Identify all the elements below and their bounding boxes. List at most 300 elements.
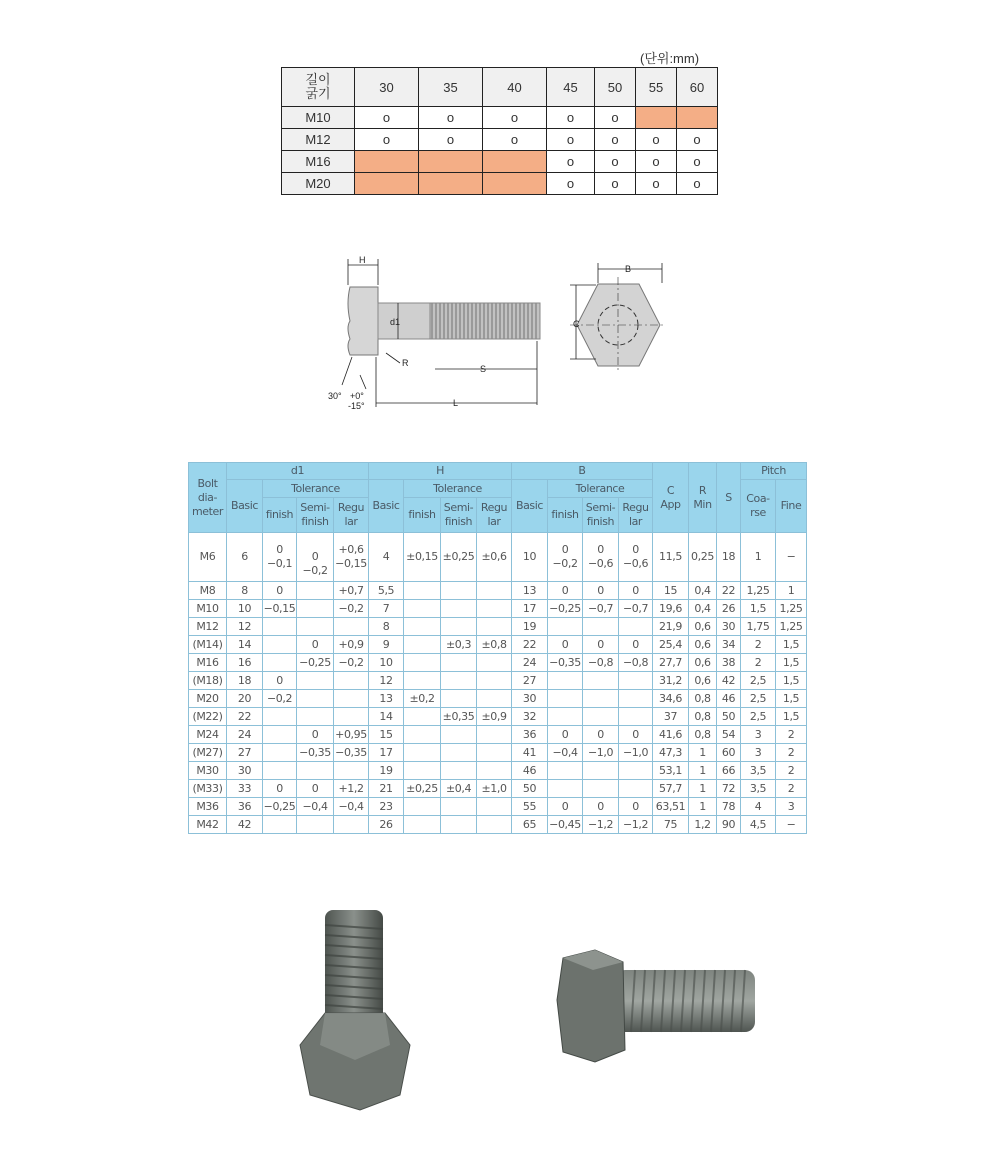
spec-cell: 20 [227,690,263,708]
spec-cell: 0,6 [689,654,717,672]
spec-cell: 0 −0,6 [619,533,653,582]
spec-cell: ±0,9 [477,708,512,726]
spec-cell: 32 [512,708,548,726]
spec-cell: 41 [512,744,548,762]
spec-cell: 15 [653,582,689,600]
availability-cell: o [419,107,483,129]
header-h-finish: finish [404,498,441,533]
spec-cell: ±0,15 [404,533,441,582]
header-b-basic: Basic [512,480,548,533]
spec-cell: 0 −0,1 [263,533,297,582]
availability-cell: o [547,173,595,195]
header-d1-finish: finish [263,498,297,533]
spec-cell: 0,8 [689,708,717,726]
spec-cell: −0,2 [263,690,297,708]
spec-cell: −0,25 [263,798,297,816]
spec-cell: −0,4 [334,798,369,816]
spec-cell: 0 −0,6 [583,533,619,582]
spec-cell [404,582,441,600]
spec-cell: 13 [369,690,404,708]
spec-cell [404,672,441,690]
spec-cell: 0,8 [689,690,717,708]
spec-cell: 75 [653,816,689,834]
header-b-regular: Regu lar [619,498,653,533]
bolt-size-cell: M20 [189,690,227,708]
spec-cell: 0 [583,636,619,654]
spec-cell [334,672,369,690]
bolt-size-cell: M6 [189,533,227,582]
spec-cell: 10 [369,654,404,672]
spec-cell [583,690,619,708]
spec-cell: 53,1 [653,762,689,780]
bolt-size-cell: (M14) [189,636,227,654]
spec-cell [297,582,334,600]
spec-cell: 0,6 [689,672,717,690]
spec-cell: 12 [227,618,263,636]
table-row [189,582,807,600]
spec-cell: 42 [717,672,741,690]
table-row [189,654,807,672]
spec-cell: 21 [369,780,404,798]
availability-cell: o [636,129,677,151]
spec-cell: 1,2 [689,816,717,834]
spec-cell [548,708,583,726]
spec-cell: 78 [717,798,741,816]
spec-cell: 1,5 [741,600,776,618]
header-pitch: Pitch [741,463,807,480]
spec-cell: 30 [717,618,741,636]
spec-cell: −0,25 [297,654,334,672]
unavailable-cell [483,173,547,195]
spec-cell: 7 [369,600,404,618]
availability-cell: o [483,129,547,151]
label-R: R [402,358,409,368]
size-availability-table [281,67,718,195]
spec-cell [441,726,477,744]
bolt-size-cell: (M33) [189,780,227,798]
spec-cell: 55 [512,798,548,816]
table-row [189,636,807,654]
spec-cell [441,690,477,708]
availability-cell: o [636,173,677,195]
spec-cell [404,744,441,762]
spec-cell [404,654,441,672]
spec-cell: 8 [369,618,404,636]
spec-cell: 22 [227,708,263,726]
spec-cell: 14 [227,636,263,654]
length-header: 45 [547,68,595,107]
spec-cell: 0,6 [689,618,717,636]
spec-cell [297,816,334,834]
spec-cell: 19 [512,618,548,636]
spec-cell: 0 [548,726,583,744]
spec-cell [548,780,583,798]
bolt-size-cell: M8 [189,582,227,600]
spec-cell: +0,95 [334,726,369,744]
spec-cell: 3 [741,744,776,762]
spec-cell: 0 [619,582,653,600]
length-header: 50 [595,68,636,107]
label-L: L [453,398,459,408]
spec-cell [263,636,297,654]
spec-cell: 18 [717,533,741,582]
spec-cell [477,798,512,816]
spec-cell [263,708,297,726]
header-d1: d1 [227,463,369,480]
availability-cell: o [595,151,636,173]
bolt-head-view [570,263,666,373]
spec-cell: 3,5 [741,762,776,780]
spec-cell [263,744,297,762]
header-h-semi-finish: Semi- finish [441,498,477,533]
spec-cell: 2 [776,762,807,780]
spec-cell [548,618,583,636]
spec-cell: 63,51 [653,798,689,816]
spec-cell [583,672,619,690]
header-c-app: C App [653,463,689,533]
bolt-size-cell: (M22) [189,708,227,726]
length-header: 40 [483,68,547,107]
spec-cell: −0,15 [263,600,297,618]
spec-cell [404,600,441,618]
size-label: M20 [282,173,355,195]
spec-cell: −0,4 [297,798,334,816]
bolt-spec-table [188,462,807,834]
spec-cell: ±0,6 [477,533,512,582]
spec-cell: 15 [369,726,404,744]
spec-cell: −1,0 [619,744,653,762]
spec-cell: −0,7 [583,600,619,618]
spec-cell: ±0,8 [477,636,512,654]
unavailable-cell [419,151,483,173]
bolt-size-cell: M36 [189,798,227,816]
size-label: M12 [282,129,355,151]
spec-cell: −0,8 [619,654,653,672]
spec-cell: 12 [369,672,404,690]
spec-cell [334,690,369,708]
spec-cell: 50 [717,708,741,726]
spec-cell: 2 [741,636,776,654]
spec-cell: 2,5 [741,690,776,708]
spec-cell: 2 [776,744,807,762]
spec-cell: 1,5 [776,672,807,690]
spec-cell [404,816,441,834]
spec-cell [297,600,334,618]
header-coarse: Coa- rse [741,480,776,533]
spec-cell: 17 [369,744,404,762]
spec-cell: 2 [776,726,807,744]
spec-cell [297,762,334,780]
unavailable-cell [636,107,677,129]
spec-cell [263,816,297,834]
spec-cell: 4 [369,533,404,582]
label-S: S [480,364,487,374]
spec-cell [441,600,477,618]
spec-cell: +0,9 [334,636,369,654]
spec-cell: 0,4 [689,600,717,618]
spec-cell: 25,4 [653,636,689,654]
header-B: B [512,463,653,480]
spec-cell: 54 [717,726,741,744]
header-b-tolerance: Tolerance [548,480,653,498]
table-row [189,600,807,618]
spec-cell [404,708,441,726]
spec-cell: 16 [227,654,263,672]
spec-cell: 36 [227,798,263,816]
spec-cell: 33 [227,780,263,798]
spec-cell: − [776,533,807,582]
spec-cell [404,618,441,636]
header-bolt-diameter: Bolt dia- meter [189,463,227,533]
spec-cell: 41,6 [653,726,689,744]
bolt-size-cell: M42 [189,816,227,834]
spec-cell: 42 [227,816,263,834]
spec-cell: −0,35 [334,744,369,762]
spec-cell: 37 [653,708,689,726]
spec-cell: 27 [227,744,263,762]
table-row [189,708,807,726]
spec-cell: 1,75 [741,618,776,636]
spec-cell: 14 [369,708,404,726]
length-label: 길이 [305,72,331,87]
bolt-size-cell: M30 [189,762,227,780]
spec-cell: 24 [227,726,263,744]
unavailable-cell [355,151,419,173]
unavailable-cell [419,173,483,195]
spec-cell: 27 [512,672,548,690]
table-row [189,780,807,798]
size-row [282,173,718,195]
availability-cell: o [547,129,595,151]
spec-cell: 57,7 [653,780,689,798]
spec-cell: −1,2 [619,816,653,834]
spec-cell: 3,5 [741,780,776,798]
spec-cell: ±1,0 [477,780,512,798]
label-tol-minus: -15° [348,401,365,411]
spec-cell [297,672,334,690]
spec-cell [334,816,369,834]
spec-cell: ±0,2 [404,690,441,708]
size-row [282,129,718,151]
spec-cell: 13 [512,582,548,600]
spec-cell: 26 [717,600,741,618]
spec-cell: 0,6 [689,636,717,654]
spec-cell [263,762,297,780]
spec-cell: −0,2 [334,600,369,618]
spec-cell: 0 [548,582,583,600]
spec-cell: 5,5 [369,582,404,600]
size-row [282,107,718,129]
bolt-size-cell: M10 [189,600,227,618]
spec-cell [263,654,297,672]
header-d1-tolerance: Tolerance [263,480,369,498]
spec-cell [297,618,334,636]
spec-cell: 1,5 [776,654,807,672]
availability-cell: o [355,129,419,151]
spec-cell: 0 [297,780,334,798]
availability-cell: o [677,173,718,195]
unavailable-cell [677,107,718,129]
spec-cell [334,708,369,726]
spec-cell: ±0,4 [441,780,477,798]
spec-cell: −0,25 [548,600,583,618]
spec-cell: 0 [583,798,619,816]
spec-cell: 0 [619,636,653,654]
spec-cell: 2,5 [741,672,776,690]
spec-cell: 0 [583,726,619,744]
spec-cell: +0,7 [334,582,369,600]
spec-cell [404,798,441,816]
spec-cell: 0 [263,582,297,600]
size-label: M16 [282,151,355,173]
spec-cell: 90 [717,816,741,834]
length-header: 35 [419,68,483,107]
spec-cell [583,708,619,726]
table-row [189,798,807,816]
spec-cell: 22 [717,582,741,600]
availability-cell: o [595,107,636,129]
label-angle: 30° [328,391,342,401]
spec-cell: 65 [512,816,548,834]
spec-cell: 30 [512,690,548,708]
spec-cell: 3 [776,798,807,816]
spec-cell: 2,5 [741,708,776,726]
spec-cell: 0 −0,2 [297,533,334,582]
spec-cell: 0 [297,636,334,654]
table-row [189,762,807,780]
header-d1-regular: Regu lar [334,498,369,533]
spec-cell: 23 [369,798,404,816]
spec-cell: 38 [717,654,741,672]
spec-cell [477,618,512,636]
label-C: C [573,319,580,329]
spec-cell [619,762,653,780]
spec-cell [477,762,512,780]
spec-cell: 4 [741,798,776,816]
spec-cell [619,780,653,798]
availability-cell: o [547,151,595,173]
spec-cell [583,762,619,780]
spec-cell [619,672,653,690]
table-row [189,533,807,582]
size-row [282,151,718,173]
spec-cell [441,672,477,690]
spec-cell: 72 [717,780,741,798]
bolt-size-cell: M16 [189,654,227,672]
availability-cell: o [547,107,595,129]
spec-cell [297,690,334,708]
availability-cell: o [677,151,718,173]
spec-cell: 10 [512,533,548,582]
spec-cell: −0,35 [548,654,583,672]
spec-cell: 2 [776,780,807,798]
spec-cell: 1,25 [776,618,807,636]
header-d1-basic: Basic [227,480,263,533]
spec-cell [548,690,583,708]
spec-cell: 0,4 [689,582,717,600]
availability-cell: o [483,107,547,129]
spec-cell [619,708,653,726]
availability-cell: o [419,129,483,151]
header-h-basic: Basic [369,480,404,533]
spec-cell: 10 [227,600,263,618]
spec-cell: ±0,3 [441,636,477,654]
spec-cell: 0 [548,636,583,654]
spec-cell: 0 [619,726,653,744]
spec-cell: −1,0 [583,744,619,762]
table-row [189,744,807,762]
table-row [189,618,807,636]
spec-cell: 6 [227,533,263,582]
header-fine: Fine [776,480,807,533]
spec-cell: 1,25 [776,600,807,618]
spec-cell: 1 [741,533,776,582]
header-r-min: R Min [689,463,717,533]
availability-cell: o [595,173,636,195]
spec-cell: 1 [689,744,717,762]
availability-cell: o [677,129,718,151]
spec-cell: 11,5 [653,533,689,582]
spec-cell: 24 [512,654,548,672]
spec-cell [548,672,583,690]
label-tol-plus: +0° [350,391,364,401]
spec-cell: 31,2 [653,672,689,690]
header-b-semi-finish: Semi- finish [583,498,619,533]
spec-cell [477,690,512,708]
spec-cell [441,798,477,816]
label-H: H [359,255,366,265]
spec-cell: 0 [263,672,297,690]
spec-cell: 46 [512,762,548,780]
spec-cell [334,762,369,780]
spec-cell: −0,4 [548,744,583,762]
label-B: B [625,264,632,274]
spec-cell: −1,2 [583,816,619,834]
spec-cell [619,690,653,708]
bolt-side-view [328,255,540,411]
spec-cell: 2 [741,654,776,672]
availability-cell: o [595,129,636,151]
spec-cell: −0,45 [548,816,583,834]
bolt-size-cell: (M18) [189,672,227,690]
diameter-label: 굵기 [305,86,331,101]
spec-cell: 34 [717,636,741,654]
spec-cell [441,654,477,672]
spec-cell [441,618,477,636]
spec-cell: 27,7 [653,654,689,672]
spec-cell: −0,7 [619,600,653,618]
spec-cell [297,708,334,726]
spec-cell: 19,6 [653,600,689,618]
bolt-size-cell: M12 [189,618,227,636]
bolt-photo-standing [270,895,430,1125]
spec-cell: −0,35 [297,744,334,762]
spec-cell: +1,2 [334,780,369,798]
spec-cell: 17 [512,600,548,618]
spec-cell: 34,6 [653,690,689,708]
size-label: M10 [282,107,355,129]
spec-cell: 19 [369,762,404,780]
spec-cell: 21,9 [653,618,689,636]
spec-cell: 4,5 [741,816,776,834]
spec-cell: −0,2 [334,654,369,672]
availability-cell: o [355,107,419,129]
unavailable-cell [483,151,547,173]
spec-cell: 1 [689,798,717,816]
length-header: 60 [677,68,718,107]
spec-cell [404,762,441,780]
length-header: 30 [355,68,419,107]
